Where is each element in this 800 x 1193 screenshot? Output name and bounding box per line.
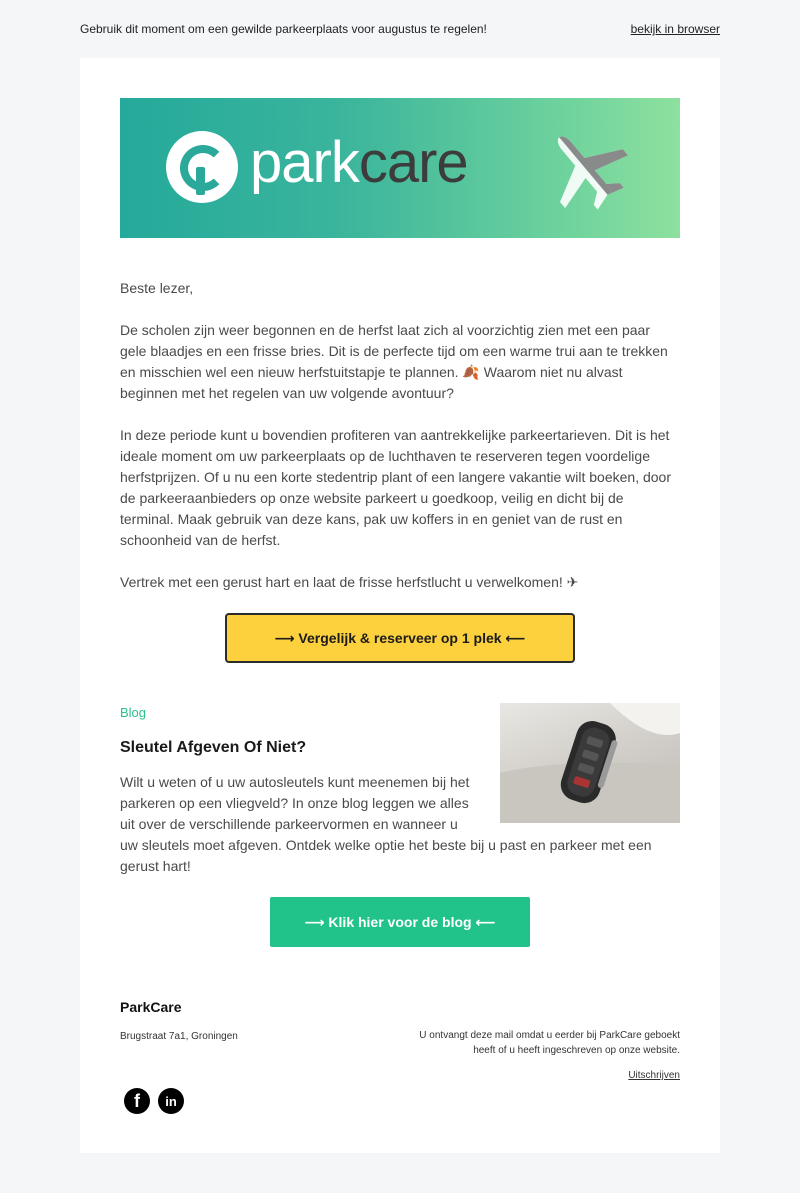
intro-paragraph-3: Vertrek met een gerust hart en laat de frisse herfstlucht u verwelkomen! ✈ <box>120 574 579 590</box>
linkedin-icon[interactable]: in <box>158 1088 184 1114</box>
unsubscribe-link[interactable]: Uitschrijven <box>628 1070 680 1081</box>
facebook-icon[interactable]: f <box>124 1088 150 1114</box>
preheader-text: Gebruik dit moment om een gewilde parkeerplaats voor augustus te regelen! <box>80 22 487 36</box>
logo-park: park <box>250 130 359 195</box>
compare-reserve-button[interactable]: ⟶ Vergelijk & reserveer op 1 plek ⟵ <box>225 613 575 663</box>
blog-title[interactable]: Sleutel Afgeven Of Niet? <box>120 739 307 756</box>
parkcare-c-logo-icon <box>166 131 238 203</box>
intro-paragraph-2: In deze periode kunt u bovendien profiteren van aantrekkelijke parkeertarieven. Dit is het ideale moment om uw parkeerplaats op de luchthaven te reserveren tegen voordelige herfstprijzen. Of u nu een korte stedentrip plant of een langere vakantie wilt boeken, door de parkeeraanbieders op onze website parkeert u goedkoop, veilig en dicht bij de terminal. Maak gebruik van deze kans, pak uw koffers in en geniet van de rust en schoonheid van de herfst. <box>120 427 672 548</box>
blog-tag[interactable]: Blog <box>120 705 147 720</box>
footer-brand: ParkCare <box>120 999 182 1015</box>
greeting: Beste lezer, <box>120 280 194 296</box>
footer-address: Brugstraat 7a1, Groningen <box>120 1031 238 1042</box>
footer-note: U ontvangt deze mail omdat u eerder bij ParkCare geboekt heeft of u heeft ingeschreven op onze website. <box>419 1030 680 1056</box>
blog-text-content: Wilt u weten of u uw autosleutels kunt meenemen bij het parkeren op een vliegveld? In onze blog leggen we alles uit over de verschillende parkeervormen en wanneer u uw sleutels moet afgeven. Ontdek welke optie het beste bij u past en parkeer met een gerust hart! <box>120 774 652 874</box>
intro-paragraph-1: De scholen zijn weer begonnen en de herfst laat zich al voorzichtig zien met een paar gele blaadjes en een frisse bries. Dit is de perfecte tijd om een warme trui aan te trekken en misschien wel een nieuw herfstuitstapje te plannen. 🍂 Waarom niet nu alvast beginnen met het regelen van uw volgende avontuur? <box>120 322 668 401</box>
blog-text <box>120 772 680 877</box>
airplane-icon <box>540 126 630 210</box>
logo-wordmark <box>250 130 468 195</box>
preheader <box>80 22 720 36</box>
hero-banner <box>120 98 680 238</box>
blog-button[interactable]: ⟶ Klik hier voor de blog ⟵ <box>270 897 530 947</box>
email-card <box>80 58 720 1153</box>
view-in-browser-link[interactable]: bekijk in browser <box>630 22 720 36</box>
logo-care: care <box>358 130 468 195</box>
